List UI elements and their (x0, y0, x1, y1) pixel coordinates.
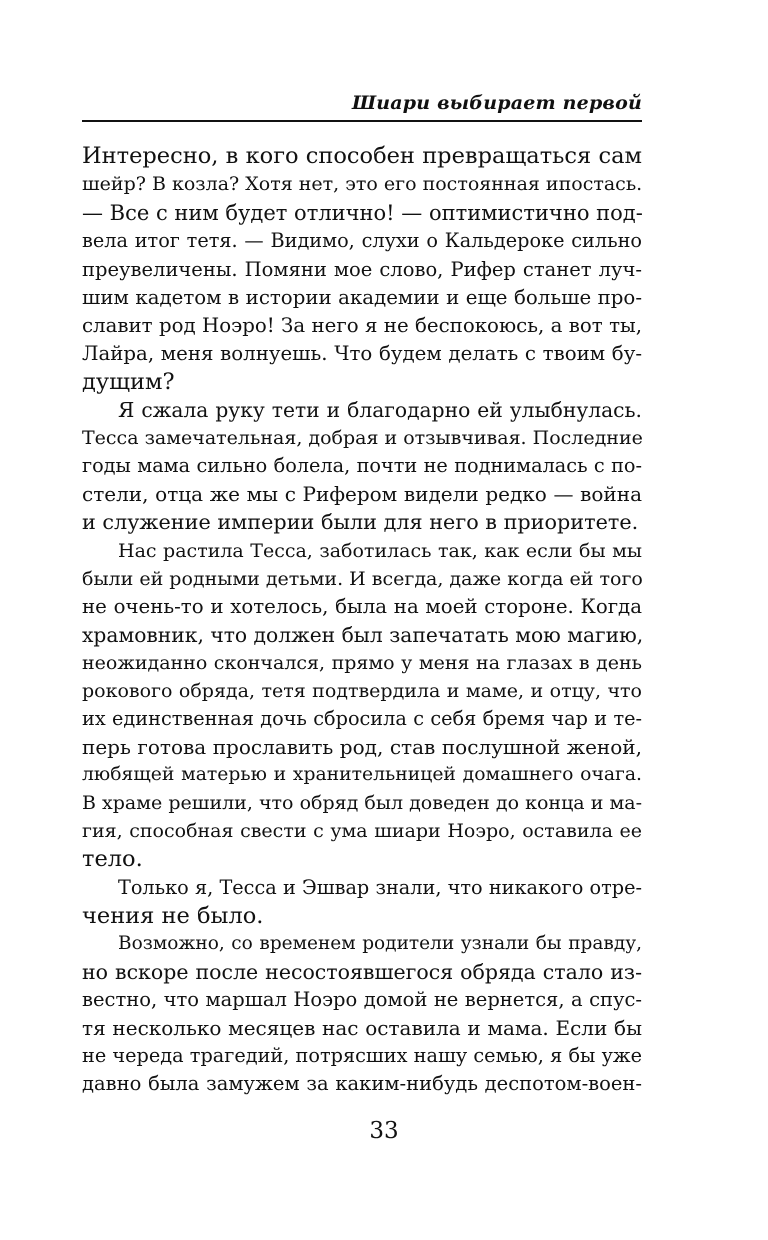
text-line: шейр? В козла? Хотя нет, это его постоянная ипостась. (82, 173, 643, 195)
text-line: Лайра, меня волнуешь. Что будем делать с твоим бу- (82, 342, 642, 365)
text-line: Тесса замечательная, добрая и отзывчивая. Последние (82, 427, 643, 449)
text-line: тело. (82, 846, 143, 872)
text-line: преувеличены. Помяни мое слово, Рифер станет луч- (82, 258, 642, 281)
text-line: стели, отца же мы с Рифером видели редко — война (82, 482, 642, 506)
text-line: годы мама сильно болела, почти не поднималась с по- (82, 454, 642, 477)
text-line: славит род Ноэро! За него я не беспокоюсь, а вот ты, (82, 314, 642, 337)
text-line: вела итог тетя. — Видимо, слухи о Кальдероке сильно (82, 229, 642, 252)
text-line: были ей родными детьми. И всегда, даже когда ей того (82, 568, 643, 590)
text-line: Нас растила Тесса, заботилась так, как если бы мы (118, 540, 642, 562)
text-line: рокового обряда, тетя подтвердила и маме, и отцу, что (82, 680, 642, 702)
text-line: — Все с ним будет отлично! — оптимистично под- (82, 201, 643, 225)
text-line: дущим? (82, 369, 175, 395)
text-line: В храме решили, что обряд был доведен до конца и ма- (82, 792, 642, 814)
text-line: гия, способная свести с ума шиари Ноэро, оставила ее (82, 820, 642, 842)
header-rule (82, 120, 642, 122)
text-line: тя несколько месяцев нас оставила и мама. Если бы (82, 1016, 642, 1040)
text-line: Я сжала руку тети и благодарно ей улыбнулась. (118, 398, 642, 422)
text-line: любящей матерью и хранительницей домашнего очага. (82, 764, 642, 785)
text-line: вестно, что маршал Ноэро домой не вернется, а спус- (82, 988, 642, 1011)
text-line: но вскоре после несостоявшегося обряда стало из- (82, 960, 642, 984)
text-line: не череда трагедий, потрясших нашу семью, я бы уже (82, 1044, 642, 1067)
text-line: шим кадетом в истории академии и еще больше про- (82, 286, 642, 309)
text-line: Интересно, в кого способен превращаться сам (82, 143, 642, 169)
text-line: и служение империи были для него в приоритете. (82, 510, 639, 534)
text-line: неожиданно скончался, прямо у меня на глазах в день (82, 652, 642, 674)
text-line: чения не было. (82, 903, 264, 929)
page-number: 33 (369, 1118, 399, 1144)
text-line: их единственная дочь сбросила с себя бремя чар и те- (82, 707, 642, 730)
text-line: перь готова прославить род, став послушной женой, (82, 735, 642, 759)
text-line: храмовник, что должен был запечатать мою магию, (82, 623, 644, 647)
text-line: давно была замужем за каким-нибудь деспотом-воен- (82, 1072, 642, 1095)
text-line: не очень-то и хотелось, была на моей стороне. Когда (82, 595, 642, 618)
running-head: Шиари выбирает первой (351, 92, 642, 114)
text-line: Только я, Тесса и Эшвар знали, что никакого отре- (118, 876, 642, 899)
text-line: Возможно, со временем родители узнали бы правду, (118, 933, 642, 954)
